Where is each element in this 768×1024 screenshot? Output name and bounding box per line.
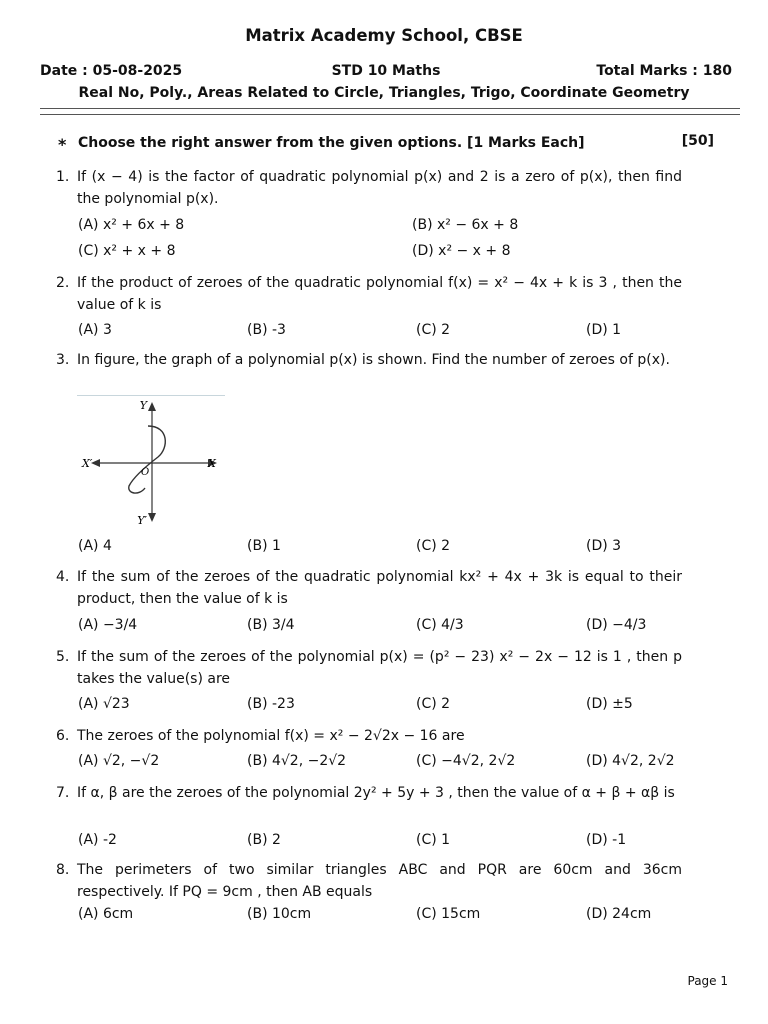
option-d: (D) 3 (586, 538, 622, 554)
y-prime-axis-label: Y′ (137, 514, 147, 527)
option-c: (C) 2 (416, 696, 451, 712)
option-c: (C) 4/3 (416, 617, 464, 633)
question-number: 4. (56, 569, 70, 585)
header-rule-bottom (40, 114, 740, 115)
section-instruction: Choose the right answer from the given options. [1 Marks Each] (78, 135, 585, 151)
option-b: (B) 4√2, −2√2 (247, 753, 347, 769)
option-a: (A) x² + 6x + 8 (78, 217, 185, 233)
question-text: If α, β are the zeroes of the polynomial 2y² + 5y + 3 , then the value of α + β + αβ is (77, 785, 675, 801)
star-bullet: * (58, 135, 67, 154)
question-text: If (x − 4) is the factor of quadratic polynomial p(x) and 2 is a zero of p(x), then find the polynomial p(x). (77, 169, 682, 207)
option-d: (D) 24cm (586, 906, 652, 922)
option-d: (D) −4/3 (586, 617, 647, 633)
option-c: (C) 15cm (416, 906, 481, 922)
y-axis-label: Y (139, 399, 147, 412)
question-text: If the sum of the zeroes of the quadratic polynomial kx² + 4x + 3k is equal to their product, then the value of k is (77, 569, 682, 607)
option-b: (B) 10cm (247, 906, 312, 922)
option-a: (A) -2 (78, 832, 117, 848)
option-b: (B) 1 (247, 538, 281, 554)
option-b: (B) 2 (247, 832, 281, 848)
question-text: The zeroes of the polynomial f(x) = x² − 2√2x − 16 are (77, 728, 465, 744)
question-number: 8. (56, 862, 70, 878)
option-a: (A) 3 (78, 322, 112, 338)
question-number: 3. (56, 352, 70, 368)
exam-date: Date : 05-08-2025 (40, 63, 183, 79)
y-prime-arrow-icon (148, 513, 156, 522)
page-number: Page 1 (687, 974, 728, 988)
x-prime-axis-label: X′ (82, 457, 93, 470)
question-text: In figure, the graph of a polynomial p(x) is shown. Find the number of zeroes of p(x). (77, 352, 670, 368)
question-text: If the product of zeroes of the quadratic polynomial f(x) = x² − 4x + k is 3 , then the value of k is (77, 275, 682, 313)
option-d: (D) 4√2, 2√2 (586, 753, 675, 769)
polynomial-graph-figure (77, 395, 225, 531)
x-prime-arrow-icon (91, 459, 100, 467)
question-number: 7. (56, 785, 70, 801)
question-number: 5. (56, 649, 70, 665)
origin-label: O (141, 467, 150, 478)
standard: STD 10 Maths (331, 63, 441, 79)
option-a: (A) 4 (78, 538, 112, 554)
option-d: (D) -1 (586, 832, 627, 848)
question-text: The perimeters of two similar triangles ABC and PQR are 60cm and 36cm respectively. If PQ = 9cm , then AB equals (77, 862, 682, 900)
option-c: (C) x² + x + 8 (78, 243, 176, 259)
curve (129, 426, 166, 493)
option-d: (D) ±5 (586, 696, 633, 712)
option-b: (B) 3/4 (247, 617, 295, 633)
option-c: (C) −4√2, 2√2 (416, 753, 516, 769)
option-a: (A) −3/4 (78, 617, 138, 633)
option-a: (A) √2, −√2 (78, 753, 160, 769)
question-number: 2. (56, 275, 70, 291)
y-arrow-icon (148, 402, 156, 411)
option-c: (C) 2 (416, 538, 451, 554)
option-b: (B) -23 (247, 696, 295, 712)
option-d: (D) 1 (586, 322, 622, 338)
option-b: (B) -3 (247, 322, 286, 338)
question-number: 6. (56, 728, 70, 744)
graph-svg (77, 396, 225, 531)
option-c: (C) 1 (416, 832, 451, 848)
option-a: (A) 6cm (78, 906, 134, 922)
option-c: (C) 2 (416, 322, 451, 338)
total-marks: Total Marks : 180 (596, 63, 732, 79)
header-rule-top (40, 108, 740, 109)
option-a: (A) √23 (78, 696, 130, 712)
question-number: 1. (56, 169, 70, 185)
question-text: If the sum of the zeroes of the polynomial p(x) = (p² − 23) x² − 2x − 12 is 1 , then p takes the value(s) are (77, 649, 682, 687)
option-d: (D) x² − x + 8 (412, 243, 511, 259)
section-marks: [50] (681, 133, 714, 149)
syllabus-topics: Real No, Poly., Areas Related to Circle, Triangles, Trigo, Coordinate Geometry (78, 85, 690, 101)
x-axis-label: X (208, 457, 216, 470)
option-b: (B) x² − 6x + 8 (412, 217, 519, 233)
school-name: Matrix Academy School, CBSE (245, 26, 523, 45)
